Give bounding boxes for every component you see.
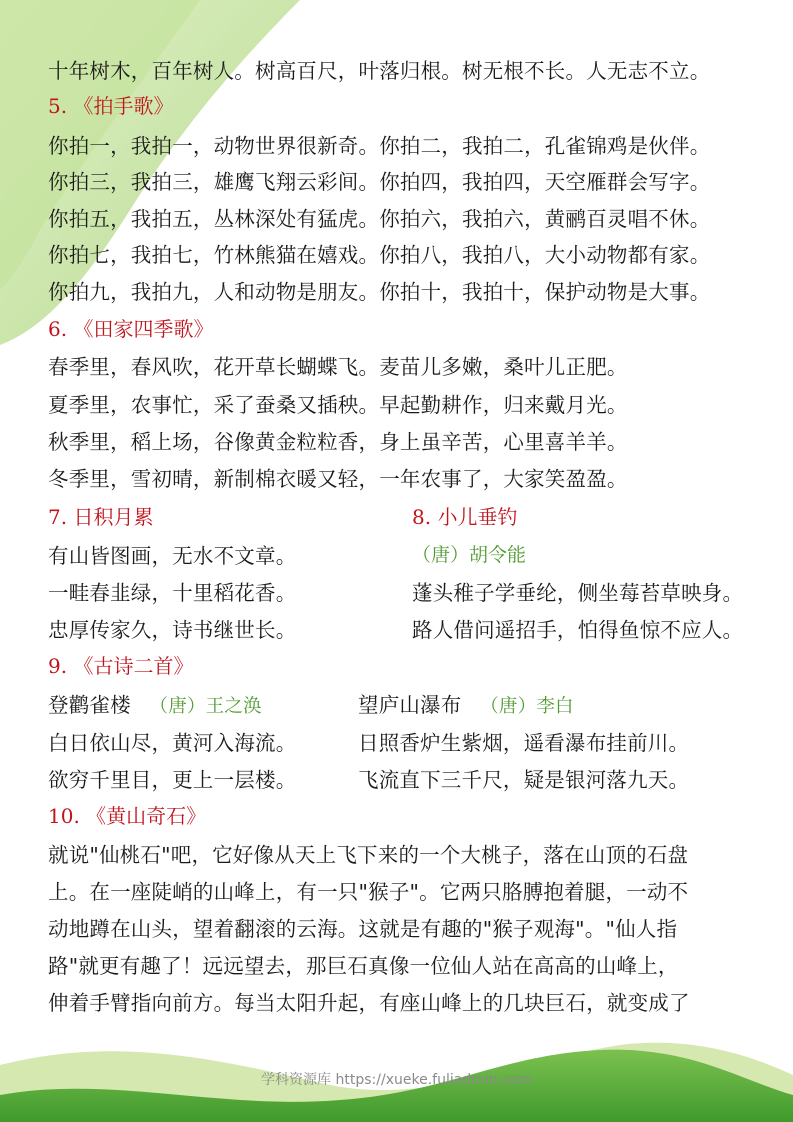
poem-title-line bbox=[48, 690, 262, 722]
section-heading-8: 8. 小儿垂钓 bbox=[412, 505, 518, 529]
section-heading-5: 5. 《拍手歌》 bbox=[48, 94, 174, 118]
section-5-line: 你拍七，我拍七，竹林熊猫在嬉戏。你拍八，我拍八，大小动物都有家。 bbox=[48, 243, 711, 267]
section-10-line: 就说"仙桃石"吧，它好像从天上飞下来的一个大桃子，落在山顶的石盘 bbox=[48, 843, 689, 867]
section-6-line: 春季里，春风吹，花开草长蝴蝶飞。麦苗儿多嫩，桑叶儿正肥。 bbox=[48, 355, 628, 379]
section-heading-10: 10. 《黄山奇石》 bbox=[48, 804, 207, 828]
section-8-line: 路人借问遥招手，怕得鱼惊不应人。 bbox=[412, 618, 744, 642]
section-10-line: 路"就更有趣了！远远望去，那巨石真像一位仙人站在高高的山峰上， bbox=[48, 954, 679, 978]
section-7-line: 一畦春韭绿，十里稻花香。 bbox=[48, 581, 297, 605]
section-10-line: 伸着手臂指向前方。每当太阳升起，有座山峰上的几块巨石，就变成了 bbox=[48, 991, 690, 1015]
section-5-line: 你拍五，我拍五，丛林深处有猛虎。你拍六，我拍六，黄鹂百灵唱不休。 bbox=[48, 207, 711, 231]
section-heading-7: 7. 日积月累 bbox=[48, 505, 154, 529]
section-6-line: 秋季里，稻上场，谷像黄金粒粒香，身上虽辛苦，心里喜羊羊。 bbox=[48, 430, 628, 454]
section-8-line: 蓬头稚子学垂纶，侧坐莓苔草映身。 bbox=[412, 581, 744, 605]
poem-author-hu-lingneng: （唐）胡令能 bbox=[412, 544, 527, 566]
section-6-line: 冬季里，雪初晴，新制棉衣暖又轻，一年农事了，大家笑盈盈。 bbox=[48, 467, 628, 491]
poem-title: 登鹳雀楼 bbox=[48, 693, 131, 717]
section-5-line: 你拍九，我拍九，人和动物是朋友。你拍十，我拍十，保护动物是大事。 bbox=[48, 280, 711, 304]
section-10-line: 上。在一座陡峭的山峰上，有一只"猴子"。它两只胳膊抱着腿，一动不 bbox=[48, 880, 689, 904]
section-5-line: 你拍三，我拍三，雄鹰飞翔云彩间。你拍四，我拍四，天空雁群会写字。 bbox=[48, 170, 711, 194]
poem-line: 飞流直下三千尺，疑是银河落九天。 bbox=[358, 768, 690, 792]
section-heading-6: 6. 《田家四季歌》 bbox=[48, 317, 214, 341]
footer-source-link[interactable]: 学科资源库 https://xueke.fuliadmin.com bbox=[261, 1072, 532, 1088]
section-6-line: 夏季里，农事忙，采了蚕桑又插秧。早起勤耕作，归来戴月光。 bbox=[48, 393, 628, 417]
poem-title-line bbox=[358, 690, 574, 722]
poem-author: （唐）李白 bbox=[480, 696, 574, 717]
poem-author: （唐）王之涣 bbox=[149, 696, 262, 717]
poem-line: 白日依山尽，黄河入海流。 bbox=[48, 731, 297, 755]
poem-title: 望庐山瀑布 bbox=[358, 693, 462, 717]
section-heading-9: 9. 《古诗二首》 bbox=[48, 654, 194, 678]
section-10-line: 动地蹲在山头，望着翻滚的云海。这就是有趣的"猴子观海"。"仙人指 bbox=[48, 917, 678, 941]
section-7-line: 有山皆图画，无水不文章。 bbox=[48, 544, 297, 568]
top-text-line: 十年树木，百年树人。树高百尺，叶落归根。树无根不长。人无志不立。 bbox=[48, 59, 711, 83]
poem-line: 欲穷千里目，更上一层楼。 bbox=[48, 768, 297, 792]
section-5-line: 你拍一，我拍一，动物世界很新奇。你拍二，我拍二，孔雀锦鸡是伙伴。 bbox=[48, 134, 711, 158]
poem-line: 日照香炉生紫烟，遥看瀑布挂前川。 bbox=[358, 731, 690, 755]
section-7-line: 忠厚传家久，诗书继世长。 bbox=[48, 618, 297, 642]
